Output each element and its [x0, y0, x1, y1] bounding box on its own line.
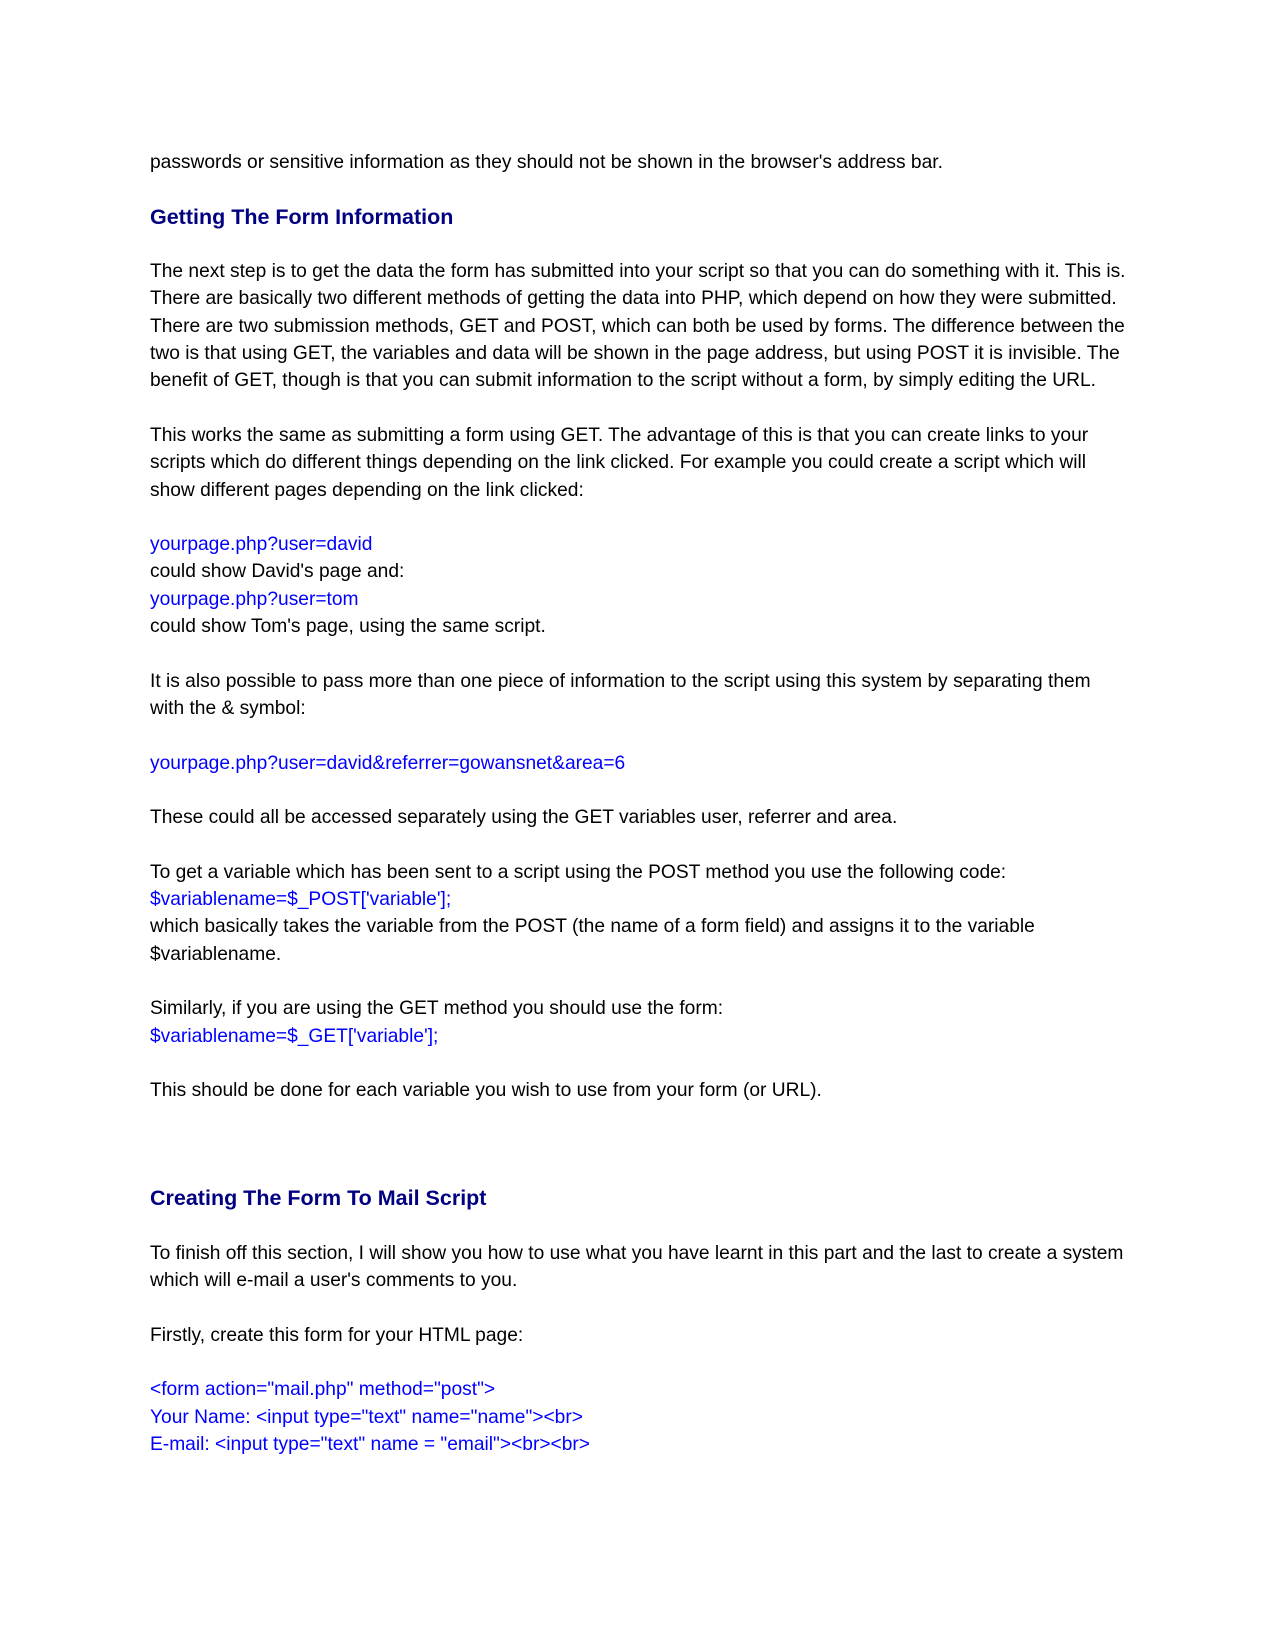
paragraph-get-intro: Similarly, if you are using the GET method you should use the form:: [150, 998, 724, 1020]
paragraph-get-post-methods: The next step is to get the data the form has submitted into your script so that you can do something with it. This is. There are basically two different methods of getting the data into PHP, which depend on how they were submitted. There are two submission methods, GET and POST, which can both be used by forms. The difference between the two is that using GET, the variables and data will be shown in the page address, but using POST it is invisible. The benefit of GET, though is that you can submit information to the script without a form, by simply editing the URL.: [150, 261, 1126, 392]
section-heading-getting-form-info: Getting The Form Information: [150, 204, 454, 229]
code-example-user-david: yourpage.php?user=david: [150, 534, 373, 556]
code-example-multiple-params: yourpage.php?user=david&referrer=gowansnet&area=6: [150, 752, 626, 774]
intro-paragraph: passwords or sensitive information as they should not be shown in the browser's address bar.: [150, 152, 943, 173]
paragraph-get-variables: These could all be accessed separately using the GET variables user, referrer and area.: [150, 807, 898, 829]
example-text-tom: could show Tom's page, using the same script.: [150, 616, 546, 638]
paragraph-finish-section: To finish off this section, I will show you how to use what you have learnt in this part and the last to create a system which will e-mail a user's comments to you.: [150, 1242, 1124, 1292]
paragraph-create-form: Firstly, create this form for your HTML page:: [150, 1324, 524, 1346]
paragraph-post-intro: To get a variable which has been sent to a script using the POST method you use the following code:: [150, 861, 1007, 883]
paragraph-each-variable: This should be done for each variable you wish to use from your form (or URL).: [150, 1080, 822, 1102]
document-page: [150, 149, 1130, 1458]
example-text-david: could show David's page and:: [150, 561, 405, 583]
code-form-line: Your Name: <input type="text" name="name"><br>: [150, 1406, 583, 1428]
section-heading-form-to-mail: Creating The Form To Mail Script: [150, 1186, 487, 1211]
code-example-user-tom: yourpage.php?user=tom: [150, 588, 359, 610]
paragraph-post-explanation: which basically takes the variable from the POST (the name of a form field) and assigns it to the variable $variablename.: [150, 916, 1035, 965]
code-form-line: E-mail: <input type="text" name = "email"><br><br>: [150, 1434, 591, 1456]
paragraph-links-to-scripts: This works the same as submitting a form using GET. The advantage of this is that you can create links to your scripts which do different things depending on the link clicked. For example you could create a script which will show different pages depending on the link clicked:: [150, 424, 1089, 501]
paragraph-multiple-values: It is also possible to pass more than one piece of information to the script using this system by separating them with the & symbol:: [150, 670, 1091, 719]
code-post-variable: $variablename=$_POST['variable'];: [150, 889, 452, 911]
code-get-variable: $variablename=$_GET['variable'];: [150, 1025, 439, 1047]
code-form-line: <form action="mail.php" method="post">: [150, 1379, 496, 1401]
